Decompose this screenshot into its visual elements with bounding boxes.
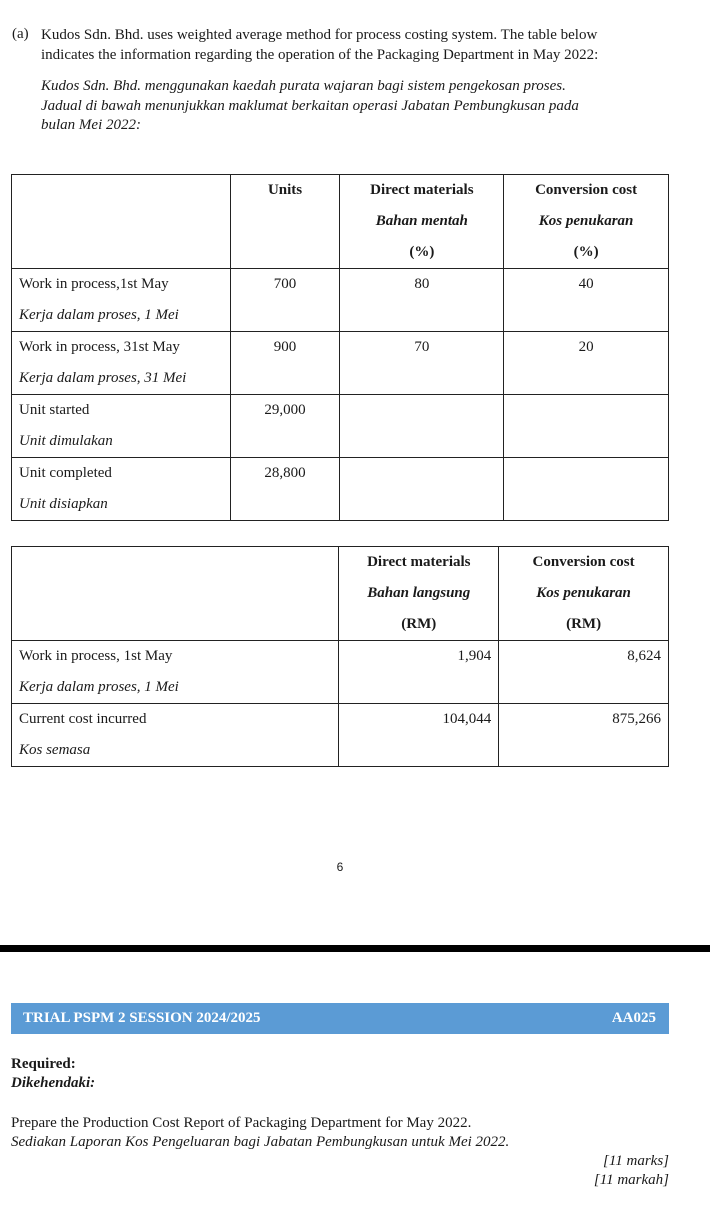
units-cell: 700: [230, 269, 340, 332]
header-conversion-cost: Conversion cost Kos penukaran (%): [504, 175, 669, 269]
marks-malay: [11 markah]: [593, 1172, 669, 1188]
row-label: Work in process,1st May Kerja dalam proses, 1 Mei: [12, 269, 231, 332]
question-text-line: bulan Mei 2022:: [41, 117, 141, 133]
question-text-line: Jadual di bawah menunjukkan maklumat berkaitan operasi Jabatan Pembungkusan pada: [41, 97, 579, 114]
table-row: [12, 269, 669, 332]
exam-header-banner: [11, 1003, 669, 1034]
dm-percent-cell: 80: [340, 269, 504, 332]
row-label: Work in process, 31st May Kerja dalam proses, 31 Mei: [12, 332, 231, 395]
header-empty-cell: [12, 547, 339, 641]
dm-percent-cell: [340, 395, 504, 458]
question-text-line: Kudos Sdn. Bhd. menggunakan kaedah purata wajaran bagi sistem pengekosan proses.: [41, 78, 566, 94]
marks-allocation: [594, 1152, 669, 1190]
page-divider: [0, 945, 710, 952]
dm-percent-cell: 70: [340, 332, 504, 395]
table-row: [12, 332, 669, 395]
table-header-row: [12, 175, 669, 269]
instruction-english: Prepare the Production Cost Report of Packaging Department for May 2022.: [11, 1115, 472, 1131]
marks-english: [11 marks]: [603, 1153, 669, 1169]
header-conversion-cost: Conversion cost Kos penukaran (RM): [499, 547, 669, 641]
row-label: Unit started Unit dimulakan: [12, 395, 231, 458]
banner-course-code: AA025: [611, 1010, 656, 1026]
cc-percent-cell: 40: [504, 269, 669, 332]
required-label-malay: Dikehendaki:: [11, 1075, 96, 1091]
row-label: Current cost incurred Kos semasa: [12, 704, 339, 767]
table-row: [12, 395, 669, 458]
dm-cost-cell: 104,044: [339, 704, 499, 767]
question-text-malay: [41, 77, 669, 136]
cc-percent-cell: [504, 395, 669, 458]
cc-percent-cell: [504, 458, 669, 521]
required-heading: [11, 1055, 95, 1093]
table-row: [12, 641, 669, 704]
cc-cost-cell: 8,624: [499, 641, 669, 704]
dm-percent-cell: [340, 458, 504, 521]
cc-cost-cell: 875,266: [499, 704, 669, 767]
question-label: (a): [12, 26, 29, 42]
costs-table: [11, 546, 669, 767]
header-units: Units: [230, 175, 340, 269]
header-direct-materials: Direct materials Bahan langsung (RM): [339, 547, 499, 641]
question-text-english: [41, 26, 669, 65]
table-header-row: [12, 547, 669, 641]
required-label-english: Required:: [11, 1056, 76, 1072]
question-text-line: indicates the information regarding the operation of the Packaging Department in May 2022:: [41, 46, 599, 63]
units-cell: 28,800: [230, 458, 340, 521]
dm-cost-cell: 1,904: [339, 641, 499, 704]
units-table: [11, 174, 669, 521]
cc-percent-cell: 20: [504, 332, 669, 395]
row-label: Work in process, 1st May Kerja dalam proses, 1 Mei: [12, 641, 339, 704]
page-number: 6: [336, 860, 344, 874]
units-cell: 29,000: [230, 395, 340, 458]
row-label: Unit completed Unit disiapkan: [12, 458, 231, 521]
table-row: [12, 458, 669, 521]
banner-session-title: TRIAL PSPM 2 SESSION 2024/2025: [23, 1010, 261, 1026]
units-cell: 900: [230, 332, 340, 395]
header-direct-materials: Direct materials Bahan mentah (%): [340, 175, 504, 269]
header-empty-cell: [12, 175, 231, 269]
instruction: [11, 1114, 509, 1152]
table-row: [12, 704, 669, 767]
instruction-malay: Sediakan Laporan Kos Pengeluaran bagi Jabatan Pembungkusan untuk Mei 2022.: [11, 1134, 510, 1150]
question-text-line: Kudos Sdn. Bhd. uses weighted average method for process costing system. The table below: [41, 27, 598, 43]
